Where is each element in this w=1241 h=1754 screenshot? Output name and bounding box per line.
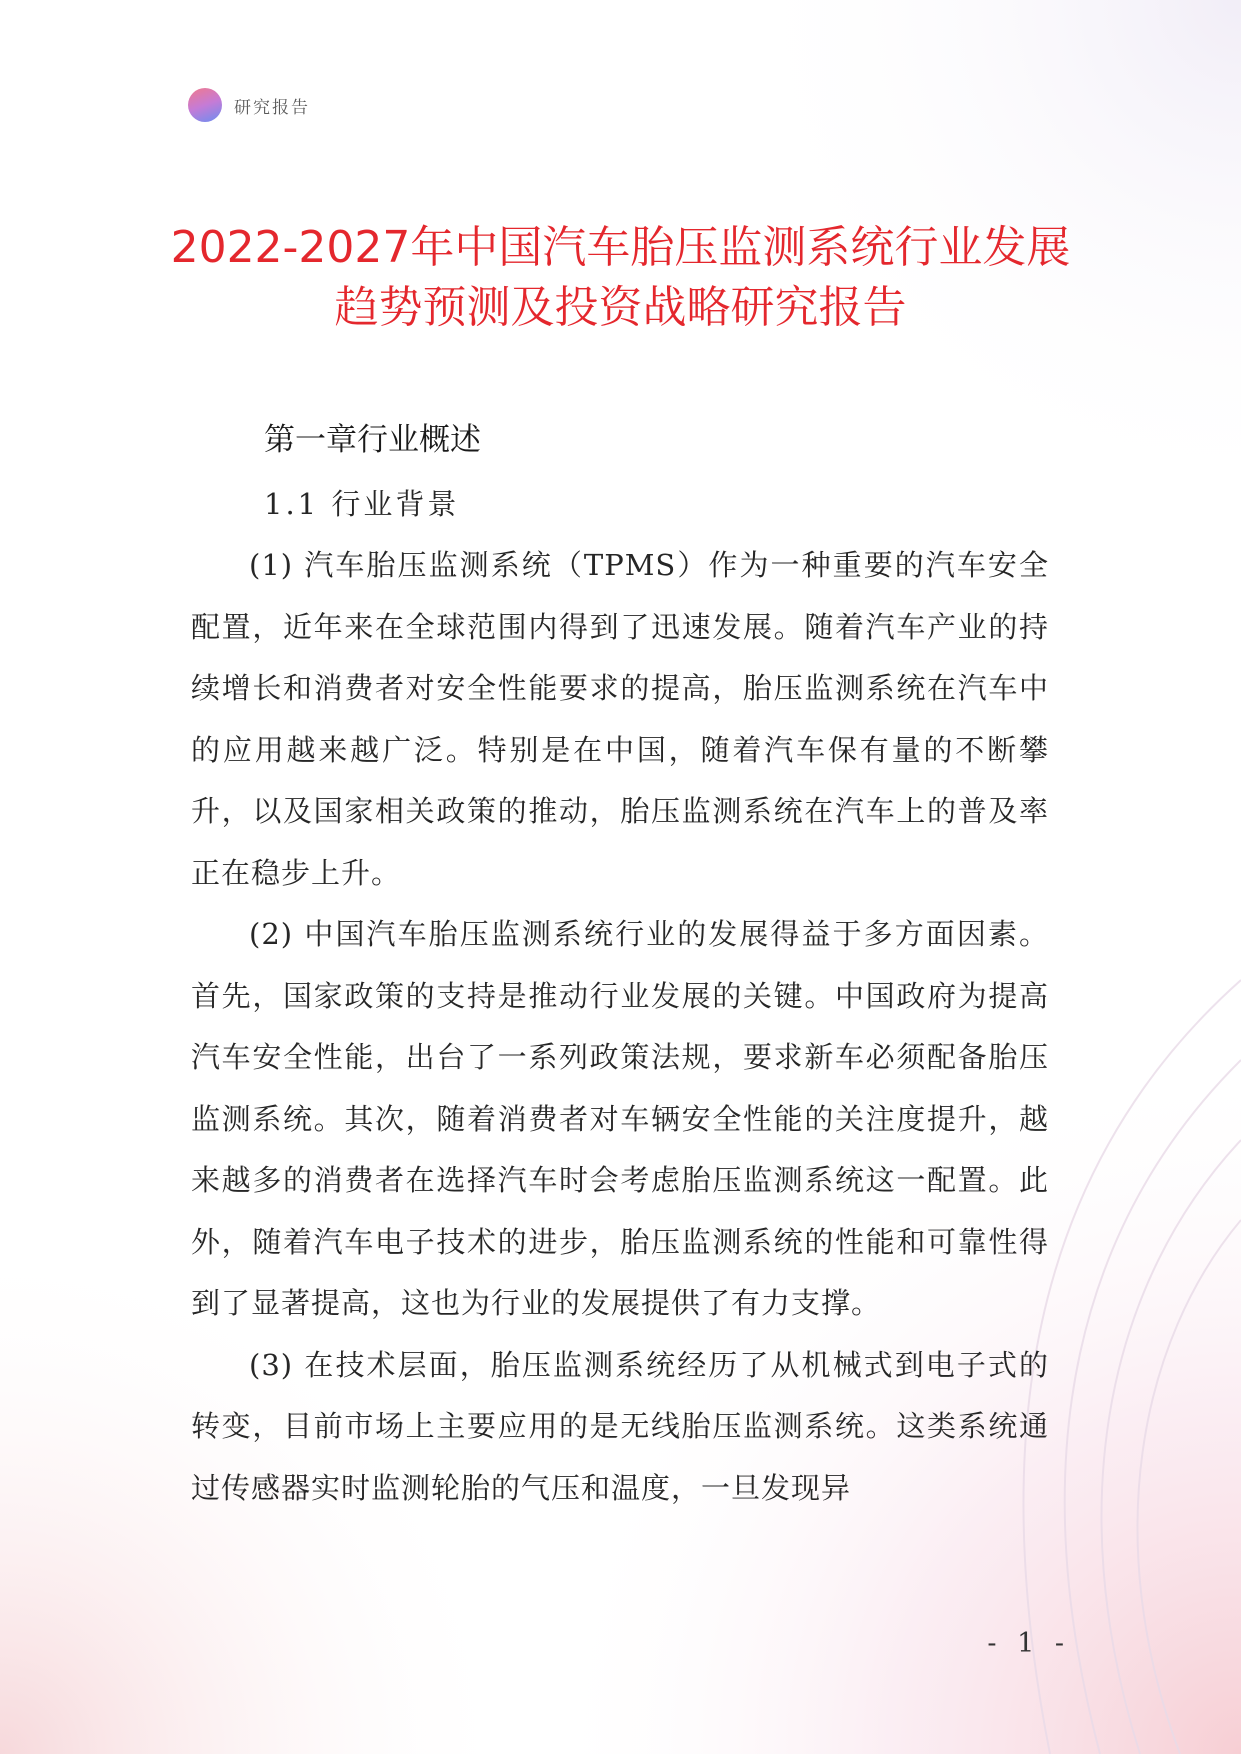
header-label: 研究报告 bbox=[234, 97, 310, 118]
report-header bbox=[188, 88, 310, 122]
report-title: 2022-2027年中国汽车胎压监测系统行业发展趋势预测及投资战略研究报告 bbox=[170, 222, 1071, 333]
body-text bbox=[191, 535, 1049, 1519]
section-heading: 1.1 行业背景 bbox=[264, 487, 460, 521]
chapter-heading: 第一章行业概述 bbox=[264, 422, 481, 458]
paragraph-1: (1) 汽车胎压监测系统（TPMS）作为一种重要的汽车安全配置，近年来在全球范围内得到了迅速发展。随着汽车产业的持续增长和消费者对安全性能要求的提高，胎压监测系统在汽车中的应用越来越广泛。特别是在中国，随着汽车保有量的不断攀升，以及国家相关政策的推动，胎压监测系统在汽车上的普及率正在稳步上升。 bbox=[191, 548, 1049, 890]
paragraph-2: (2) 中国汽车胎压监测系统行业的发展得益于多方面因素。首先，国家政策的支持是推动行业发展的关键。中国政府为提高汽车安全性能，出台了一系列政策法规，要求新车必须配备胎压监测系统。其次，随着消费者对车辆安全性能的关注度提升，越来越多的消费者在选择汽车时会考虑胎压监测系统这一配置。此外，随着汽车电子技术的进步，胎压监测系统的性能和可靠性得到了显著提高，这也为行业的发展提供了有力支撑。 bbox=[191, 917, 1049, 1320]
paragraph-3: (3) 在技术层面，胎压监测系统经历了从机械式到电子式的转变，目前市场上主要应用的是无线胎压监测系统。这类系统通过传感器实时监测轮胎的气压和温度，一旦发现异 bbox=[191, 1347, 1049, 1505]
page-number: - 1 - bbox=[987, 1628, 1070, 1659]
logo-icon bbox=[188, 88, 222, 122]
